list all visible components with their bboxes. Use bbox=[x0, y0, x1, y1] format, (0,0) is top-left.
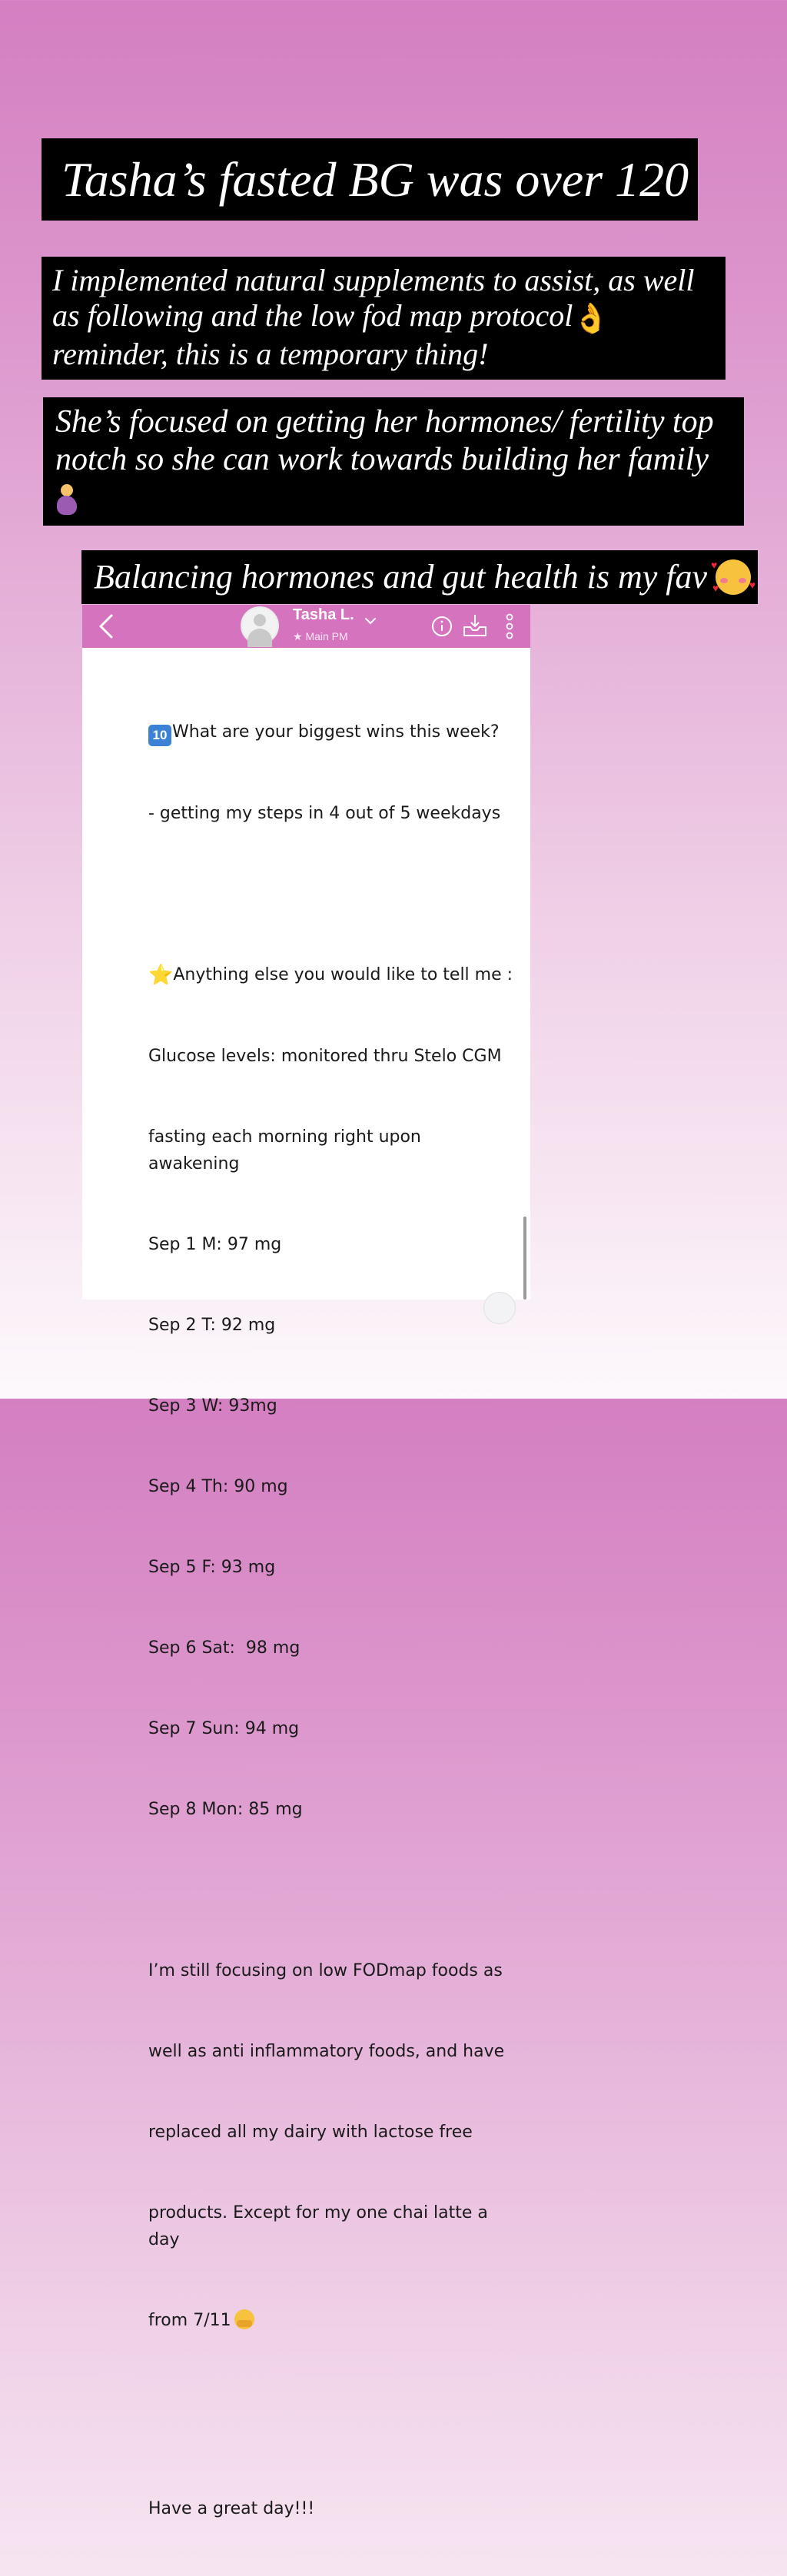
chat-screenshot bbox=[82, 605, 530, 2518]
glucose-reading: Sep 5 F: 93 mg bbox=[148, 1558, 276, 1577]
keycap-ten-icon: 10 bbox=[148, 725, 171, 746]
ok-hand-icon: 👌 bbox=[573, 302, 609, 335]
glucose-reading: Sep 3 W: 93mg bbox=[148, 1396, 277, 1416]
pregnant-woman-icon bbox=[55, 484, 78, 515]
star-icon: ⭐ bbox=[148, 964, 174, 987]
glucose-intro-1: Glucose levels: monitored thru Stelo CGM bbox=[148, 1047, 502, 1066]
info-icon[interactable] bbox=[431, 616, 453, 637]
glucose-reading: Sep 6 Sat: 98 mg bbox=[148, 1638, 301, 1658]
chevron-down-icon[interactable] bbox=[364, 614, 377, 628]
smiling-face-with-hearts-icon: ♥ ♥ ♥ bbox=[711, 559, 756, 595]
message-body bbox=[148, 665, 517, 2576]
back-arrow-icon[interactable] bbox=[93, 612, 121, 640]
chat-header bbox=[82, 605, 530, 648]
signoff: Have a great day!!! bbox=[148, 2499, 315, 2518]
wins-answer: - getting my steps in 4 out of 5 weekdays bbox=[148, 804, 501, 823]
food-paragraph-line: from 7/11 bbox=[148, 2311, 231, 2330]
glucose-reading: Sep 7 Sun: 94 mg bbox=[148, 1719, 300, 1738]
scroll-down-button[interactable] bbox=[483, 1292, 516, 1324]
caption-bg-heading-text: Tasha’s fasted BG was over 120 bbox=[61, 152, 689, 207]
food-paragraph-line: replaced all my dairy with lactose free bbox=[148, 2123, 473, 2142]
message-line bbox=[148, 2307, 517, 2334]
contact-subtitle: ★ Main PM bbox=[293, 630, 348, 642]
download-inbox-icon[interactable] bbox=[462, 613, 488, 638]
glucose-reading: Sep 8 Mon: 85 mg bbox=[148, 1800, 303, 1819]
glucose-reading: Sep 4 Th: 90 mg bbox=[148, 1477, 288, 1496]
message-line bbox=[148, 961, 517, 989]
caption-bg-heading bbox=[42, 138, 698, 221]
caption-hormones-text: She’s focused on getting her hormones/ fertility top notch so she can work towards building her family bbox=[55, 404, 714, 477]
scrollbar[interactable] bbox=[523, 1217, 526, 1300]
food-paragraph-line: I’m still focusing on low FODmap foods as bbox=[148, 1961, 503, 1980]
message-line bbox=[148, 719, 517, 746]
caption-supplements-text: I implemented natural supplements to assist, as well as following and the low fod map protocol bbox=[52, 263, 695, 333]
contact-name[interactable]: Tasha L. bbox=[293, 606, 354, 623]
caption-favorite-text: Balancing hormones and gut health is my fav bbox=[94, 558, 708, 596]
food-paragraph-line: products. Except for my one chai latte a day bbox=[148, 2203, 493, 2249]
glucose-reading: Sep 2 T: 92 mg bbox=[148, 1316, 276, 1335]
wins-question: What are your biggest wins this week? bbox=[172, 722, 500, 742]
avatar[interactable] bbox=[241, 606, 279, 645]
glucose-reading: Sep 1 M: 97 mg bbox=[148, 1235, 282, 1254]
caption-supplements-tail: reminder, this is a temporary thing! bbox=[52, 336, 489, 371]
glucose-intro-2: fasting each morning right upon awakening bbox=[148, 1127, 427, 1173]
caption-favorite bbox=[81, 550, 758, 604]
more-options-icon[interactable] bbox=[505, 612, 514, 640]
food-paragraph-line: well as anti inflammatory foods, and have bbox=[148, 2042, 505, 2061]
caption-supplements bbox=[42, 257, 726, 380]
anything-else-question: Anything else you would like to tell me : bbox=[173, 965, 513, 984]
face-with-hand-over-mouth-icon bbox=[234, 2309, 254, 2329]
caption-hormones bbox=[43, 397, 744, 526]
